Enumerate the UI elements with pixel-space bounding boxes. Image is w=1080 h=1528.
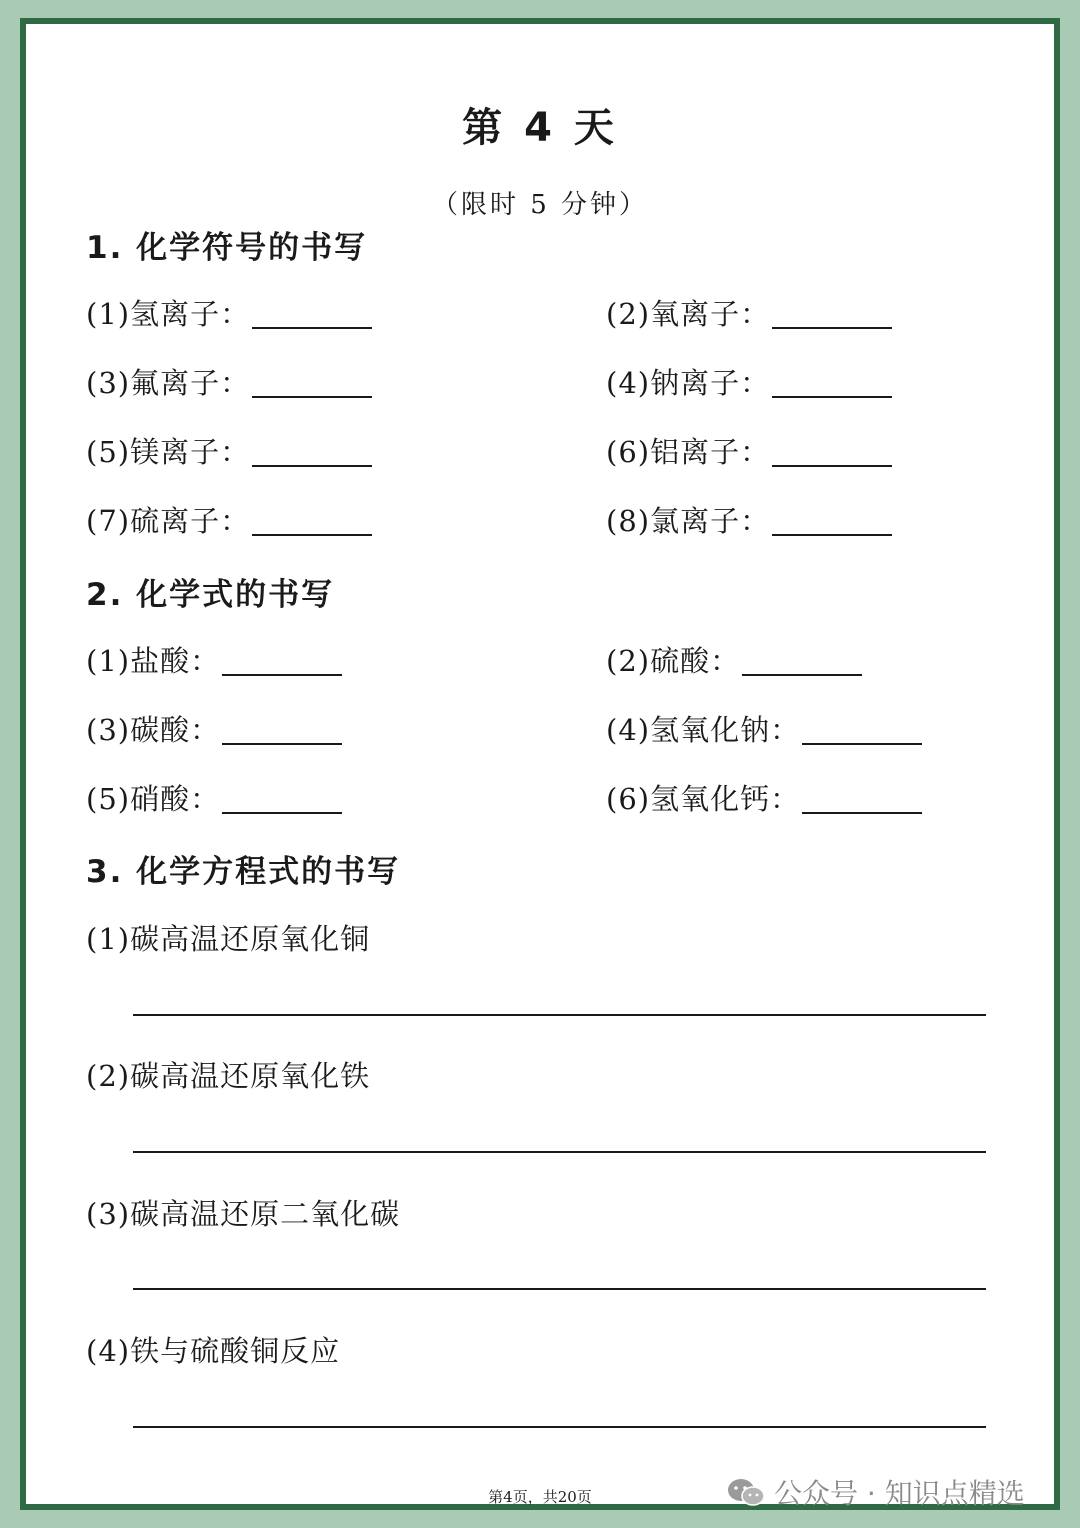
item-label: (3)碳酸： bbox=[86, 713, 221, 747]
page-frame bbox=[20, 18, 1060, 1510]
fill-item bbox=[606, 292, 892, 333]
item-label: (1)氢离子： bbox=[86, 297, 251, 331]
section-2-heading: 2. 化学式的书写 bbox=[86, 577, 335, 613]
answer-blank[interactable] bbox=[772, 465, 892, 467]
item-label: (2)硫酸： bbox=[606, 644, 741, 678]
item-label: (6)氢氧化钙： bbox=[606, 782, 801, 816]
equation-prompt: (2)碳高温还原氧化铁 bbox=[86, 1059, 371, 1093]
equation-answer-line[interactable] bbox=[133, 1288, 986, 1290]
equation-prompt: (4)铁与硫酸铜反应 bbox=[86, 1334, 341, 1368]
fill-item bbox=[606, 777, 922, 818]
fill-item bbox=[86, 499, 372, 540]
fill-item bbox=[606, 430, 892, 471]
time-limit-note: （限时 5 分钟） bbox=[431, 190, 649, 220]
item-label: (7)硫离子： bbox=[86, 504, 251, 538]
section-3-heading: 3. 化学方程式的书写 bbox=[86, 854, 401, 890]
page-title: 第 4 天 bbox=[462, 105, 618, 151]
fill-item bbox=[86, 639, 342, 680]
item-label: (5)硝酸： bbox=[86, 782, 221, 816]
answer-blank[interactable] bbox=[222, 743, 342, 745]
equation-prompt: (1)碳高温还原氧化铜 bbox=[86, 922, 371, 956]
answer-blank[interactable] bbox=[252, 327, 372, 329]
fill-item bbox=[606, 708, 922, 749]
answer-blank[interactable] bbox=[742, 674, 862, 676]
item-label: (4)钠离子： bbox=[606, 366, 771, 400]
item-label: (4)氢氧化钠： bbox=[606, 713, 801, 747]
answer-blank[interactable] bbox=[252, 534, 372, 536]
watermark-text: 公众号 · 知识点精选 bbox=[774, 1477, 1025, 1510]
section-1-heading: 1. 化学符号的书写 bbox=[86, 230, 368, 266]
item-label: (1)盐酸： bbox=[86, 644, 221, 678]
fill-item bbox=[86, 708, 342, 749]
fill-item bbox=[86, 361, 372, 402]
watermark bbox=[726, 1472, 1025, 1512]
equation-answer-line[interactable] bbox=[133, 1426, 986, 1428]
equation-answer-line[interactable] bbox=[133, 1014, 986, 1016]
fill-item bbox=[606, 639, 862, 680]
item-label: (8)氯离子： bbox=[606, 504, 771, 538]
answer-blank[interactable] bbox=[772, 327, 892, 329]
answer-blank[interactable] bbox=[252, 465, 372, 467]
fill-item bbox=[86, 292, 372, 333]
worksheet-paper bbox=[26, 24, 1054, 1510]
item-label: (3)氟离子： bbox=[86, 366, 251, 400]
answer-blank[interactable] bbox=[222, 674, 342, 676]
answer-blank[interactable] bbox=[802, 812, 922, 814]
answer-blank[interactable] bbox=[772, 534, 892, 536]
item-label: (5)镁离子： bbox=[86, 435, 251, 469]
fill-item bbox=[86, 430, 372, 471]
equation-prompt: (3)碳高温还原二氧化碳 bbox=[86, 1197, 401, 1231]
answer-blank[interactable] bbox=[772, 396, 892, 398]
answer-blank[interactable] bbox=[222, 812, 342, 814]
fill-item bbox=[606, 499, 892, 540]
wechat-icon bbox=[726, 1477, 766, 1507]
answer-blank[interactable] bbox=[252, 396, 372, 398]
answer-blank[interactable] bbox=[802, 743, 922, 745]
fill-item bbox=[606, 361, 892, 402]
fill-item bbox=[86, 777, 342, 818]
page-number: 第4页，共20页 bbox=[488, 1488, 592, 1506]
equation-answer-line[interactable] bbox=[133, 1151, 986, 1153]
item-label: (2)氧离子： bbox=[606, 297, 771, 331]
item-label: (6)铝离子： bbox=[606, 435, 771, 469]
